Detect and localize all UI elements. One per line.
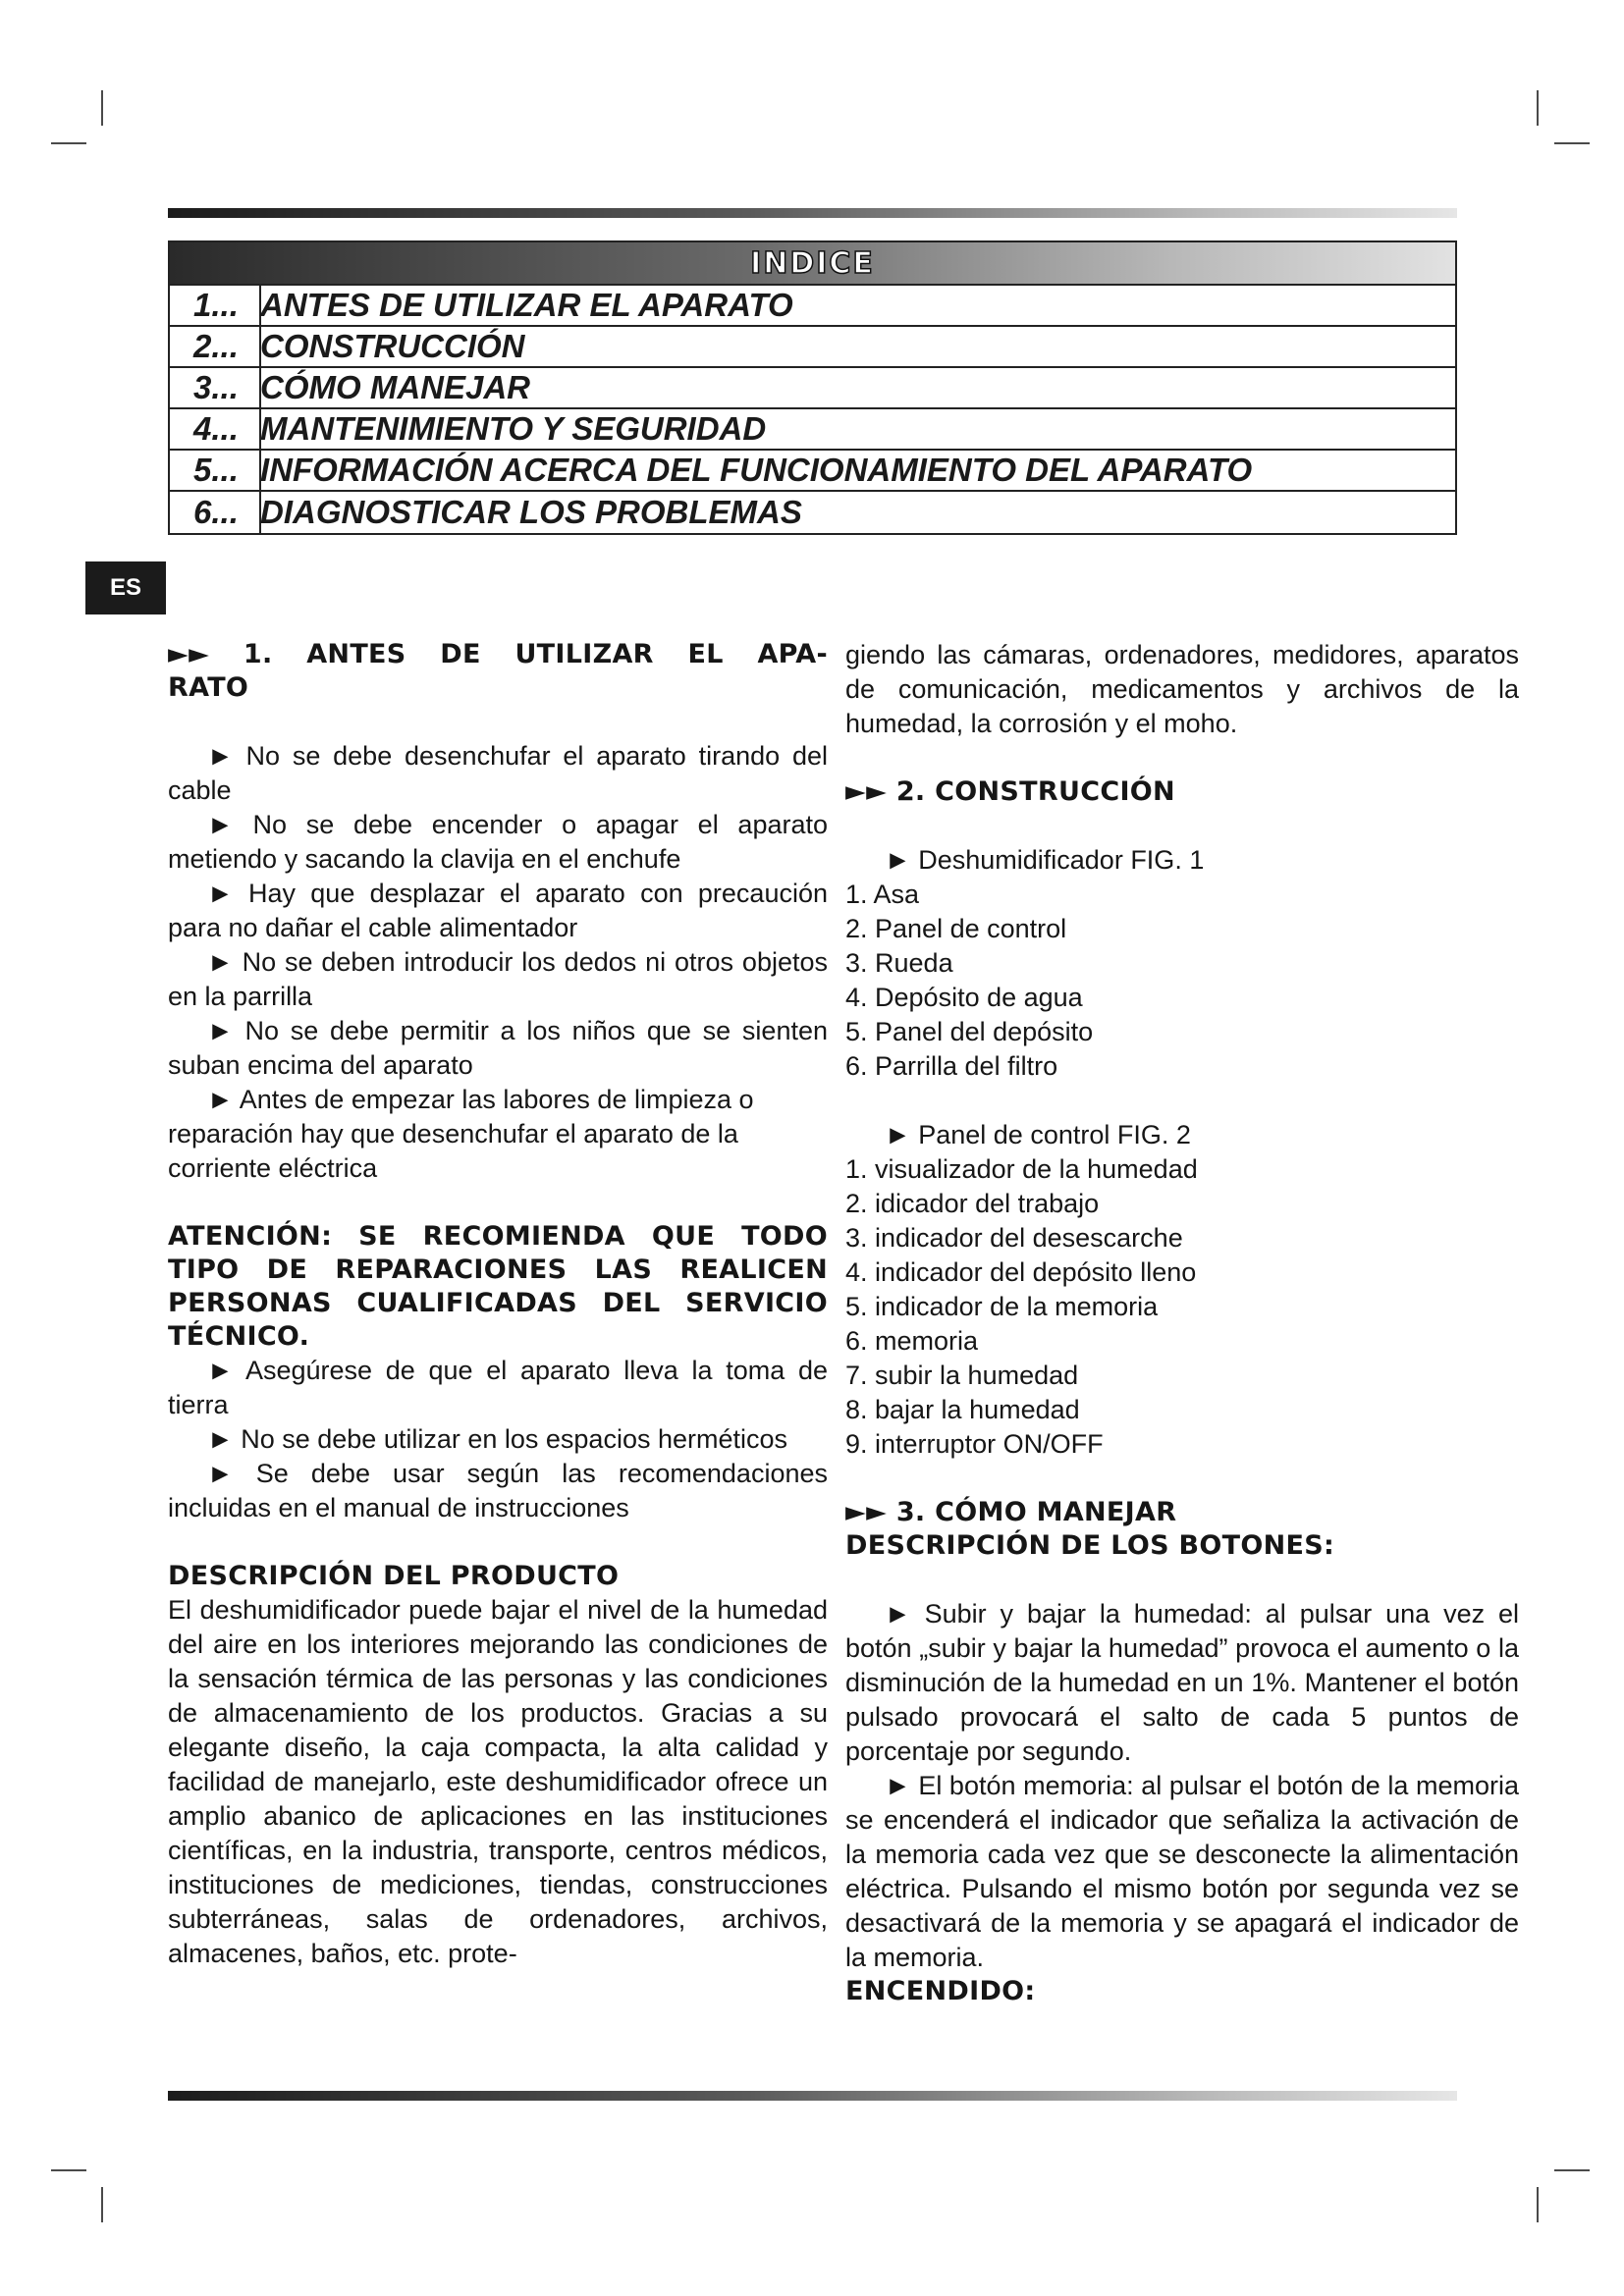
toc-item-number: 1... (193, 287, 239, 323)
product-description-text: El deshumidificador puede bajar el nivel de la humedad del aire en los interiores mejorando las condiciones de la sensación térmica de las personas y las condiciones de almacenamiento de los productos. Gracias a su elegante diseño, la caja compacta, la alta calidad y facilidad de manejarlo, este deshumidificador ofrece un amplio abanico de aplicaciones en las instituciones científicas, en la industria, transporte, centros médicos, instituciones de mediciones, tiendas, construcciones subterráneas, salas de ordenadores, archivos, almacenes, baños, etc. prote- (168, 1595, 828, 1968)
product-description-continued: giendo las cámaras, ordenadores, medidores, aparatos de comunicación, medicamentos y archivos de la humedad, la corrosión y el moho. (845, 640, 1519, 738)
figure-2-item: 8. bajar la humedad (845, 1395, 1080, 1424)
toc-item-label: CÓMO MANEJAR (260, 369, 531, 405)
figure-2-item: 4. indicador del depósito lleno (845, 1257, 1197, 1287)
figure-2-item: 9. interruptor ON/OFF (845, 1429, 1104, 1459)
figure-2-item: 5. indicador de la memoria (845, 1292, 1159, 1321)
toc-item (170, 327, 1455, 368)
table-of-contents (168, 240, 1457, 535)
figure-2-title: ► Panel de control FIG. 2 (885, 1120, 1191, 1149)
toc-item-number: 5... (193, 452, 239, 488)
section-1-heading-cont: RATO (168, 672, 249, 703)
safety-bullet: ► Hay que desplazar el aparato con precaución para no dañar el cable alimentador (168, 879, 828, 942)
crop-mark (1537, 90, 1539, 126)
toc-item (170, 492, 1455, 533)
section-3-heading: ►► 3. CÓMO MANEJAR (845, 1497, 1177, 1527)
humidity-buttons-text: ► Subir y bajar la humedad: al pulsar una vez el botón „subir y bajar la humedad” provoca el aumento o la disminución de la humedad en un 1%. Mantener el botón pulsado provocará el salto de cada 5 puntos de porcentaje por segundo. (845, 1599, 1519, 1766)
safety-bullet: ► No se debe encender o apagar el aparato metiendo y sacando la clavija en el enchufe (168, 810, 828, 874)
toc-item-number: 2... (193, 328, 239, 364)
warning-text: ATENCIÓN: SE RECOMIENDA QUE TODO TIPO DE REPARACIONES LAS REALICEN PERSONAS CUALIFICADAS DEL SERVICIO TÉCNICO. (168, 1221, 828, 1352)
crop-mark (1554, 142, 1590, 144)
figure-1-item: 6. Parrilla del filtro (845, 1051, 1058, 1081)
toc-item (170, 368, 1455, 409)
crop-mark (51, 142, 86, 144)
toc-item-label: DIAGNOSTICAR LOS PROBLEMAS (260, 494, 802, 530)
section-2-heading: ►► 2. CONSTRUCCIÓN (845, 776, 1175, 807)
figure-2-item: 7. subir la humedad (845, 1361, 1079, 1390)
figure-1-item: 4. Depósito de agua (845, 983, 1083, 1012)
crop-mark (1537, 2187, 1539, 2222)
toc-item-number: 3... (193, 369, 239, 405)
safety-bullet: ► No se debe desenchufar el aparato tirando del cable (168, 741, 828, 805)
figure-1-title: ► Deshumidificador FIG. 1 (885, 845, 1205, 875)
toc-item (170, 409, 1455, 451)
figure-1-item: 3. Rueda (845, 948, 953, 978)
crop-mark (1554, 2169, 1590, 2171)
top-rule (168, 208, 1457, 218)
toc-item-label: CONSTRUCCIÓN (260, 328, 525, 364)
right-column (845, 638, 1519, 2008)
safety-bullet: ► Asegúrese de que el aparato lleva la toma de tierra (168, 1356, 828, 1419)
figure-1-item: 5. Panel del depósito (845, 1017, 1094, 1046)
figure-1-item: 1. Asa (845, 880, 920, 909)
figure-2-item: 2. idicador del trabajo (845, 1189, 1100, 1218)
figure-2-item: 1. visualizador de la humedad (845, 1154, 1198, 1184)
bottom-rule (168, 2091, 1457, 2101)
power-on-heading: ENCENDIDO: (845, 1976, 1036, 2006)
toc-item-label: ANTES DE UTILIZAR EL APARATO (260, 287, 793, 323)
safety-bullet: ► Antes de empezar las labores de limpieza o reparación hay que desenchufar el aparato de la corriente eléctrica (168, 1085, 754, 1183)
safety-bullet: ► Se debe usar según las recomendaciones incluidas en el manual de instrucciones (168, 1459, 828, 1522)
safety-bullet: ► No se debe permitir a los niños que se sienten suban encima del aparato (168, 1016, 828, 1080)
buttons-description-heading: DESCRIPCIÓN DE LOS BOTONES: (845, 1530, 1335, 1561)
product-description-heading: DESCRIPCIÓN DEL PRODUCTO (168, 1561, 620, 1591)
crop-mark (101, 2187, 103, 2222)
figure-1-item: 2. Panel de control (845, 914, 1067, 943)
crop-mark (101, 90, 103, 126)
safety-bullet: ► No se deben introducir los dedos ni otros objetos en la parrilla (168, 947, 828, 1011)
toc-item (170, 451, 1455, 492)
toc-header (170, 242, 1455, 286)
memory-button-text: ► El botón memoria: al pulsar el botón de la memoria se encenderá el indicador que señaliza la activación de la memoria cada vez que se desconecte la alimentación eléctrica. Pulsando el mismo botón por segunda vez se desactivará de la memoria y se apagará el indicador de la memoria. (845, 1771, 1519, 1972)
toc-item-number: 4... (193, 410, 239, 447)
language-tab: ES (85, 561, 166, 614)
crop-mark (51, 2169, 86, 2171)
toc-item-label: INFORMACIÓN ACERCA DEL FUNCIONAMIENTO DEL APARATO (260, 452, 1253, 488)
toc-item-number: 6... (193, 494, 239, 530)
figure-2-item: 6. memoria (845, 1326, 979, 1356)
left-column (168, 638, 828, 1971)
safety-bullet: ► No se debe utilizar en los espacios herméticos (207, 1424, 788, 1454)
section-1-heading: ►► 1. ANTES DE UTILIZAR EL APA- (168, 639, 828, 669)
toc-item-label: MANTENIMIENTO Y SEGURIDAD (260, 410, 767, 447)
toc-item (170, 286, 1455, 327)
figure-2-item: 3. indicador del desescarche (845, 1223, 1183, 1253)
toc-title: INDICE (750, 245, 875, 281)
